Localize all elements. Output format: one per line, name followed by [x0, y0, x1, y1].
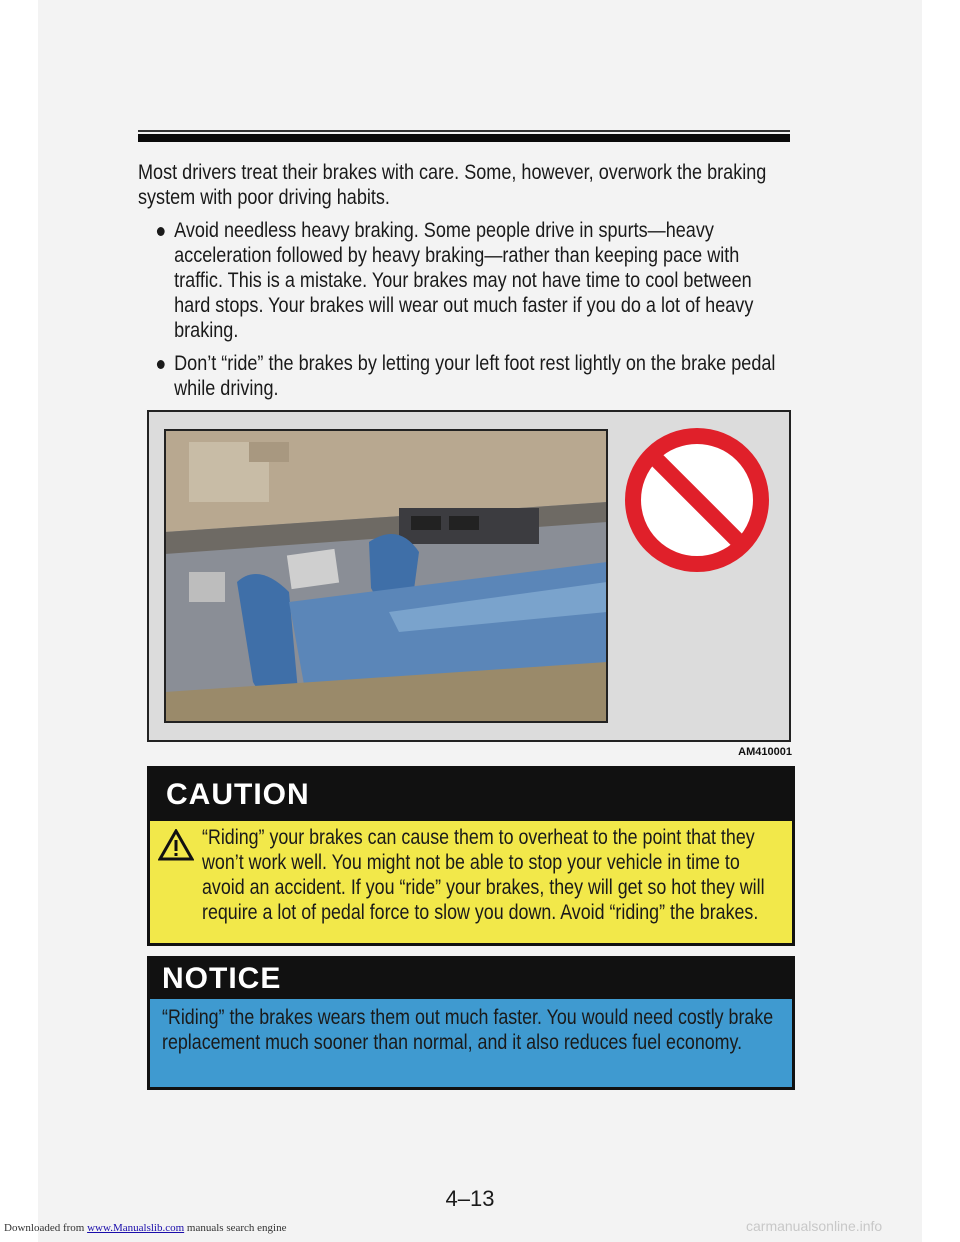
- footer-suffix: manuals search engine: [186, 1222, 287, 1234]
- notice-text: “Riding” the brakes wears them out much faster. You would need costly brake replacement much sooner than normal, and it also reduces fuel economy.: [162, 1006, 774, 1054]
- page-number: 4–13: [445, 1186, 495, 1211]
- notice-heading: NOTICE: [150, 959, 792, 999]
- bullet-list: [138, 218, 788, 401]
- bullet-dot-icon: [157, 227, 165, 236]
- foot-on-brake-illustration: [149, 412, 789, 740]
- download-footer: [4, 1222, 286, 1234]
- footer-prefix: Downloaded from: [4, 1222, 85, 1234]
- manualslib-link[interactable]: www.Manualslib.com: [87, 1222, 185, 1234]
- header-rule: [138, 134, 790, 142]
- bullet-item: [138, 351, 788, 401]
- no-symbol-icon: [633, 436, 761, 564]
- bullet-text: Avoid needless heavy braking. Some people drive in spurts—heavy acceleration followed by heavy braking—rather than keeping pace with traffic. This is a mistake. Your brakes may not have time to cool between hard stops. Your brakes will wear out much faster if you do a lot of heavy braking.: [174, 219, 754, 342]
- body-text: [138, 160, 788, 409]
- illustration-figure: [147, 410, 791, 742]
- caution-box: [147, 766, 795, 946]
- header-rule-thin: [138, 130, 790, 132]
- intro-paragraph: Most drivers treat their brakes with care. Some, however, overwork the braking system with poor driving habits.: [138, 161, 767, 209]
- caution-heading: CAUTION: [150, 769, 792, 821]
- warning-triangle-icon: [158, 829, 194, 861]
- watermark: carmanualsonline.info: [746, 1218, 883, 1234]
- bullet-text: Don’t “ride” the brakes by letting your left foot rest lightly on the brake pedal while driving.: [174, 352, 776, 400]
- figure-caption: AM410001: [738, 746, 792, 758]
- notice-box: [147, 956, 795, 1090]
- bullet-item: [138, 218, 788, 343]
- bullet-dot-icon: [157, 360, 165, 369]
- caution-text: “Riding” your brakes can cause them to overheat to the point that they won’t work well. You might not be able to stop your vehicle in time to avoid an accident. If you “ride” your brakes, they will get so hot they will require a lot of pedal force to slow you down. Avoid “riding” the brakes.: [202, 826, 765, 924]
